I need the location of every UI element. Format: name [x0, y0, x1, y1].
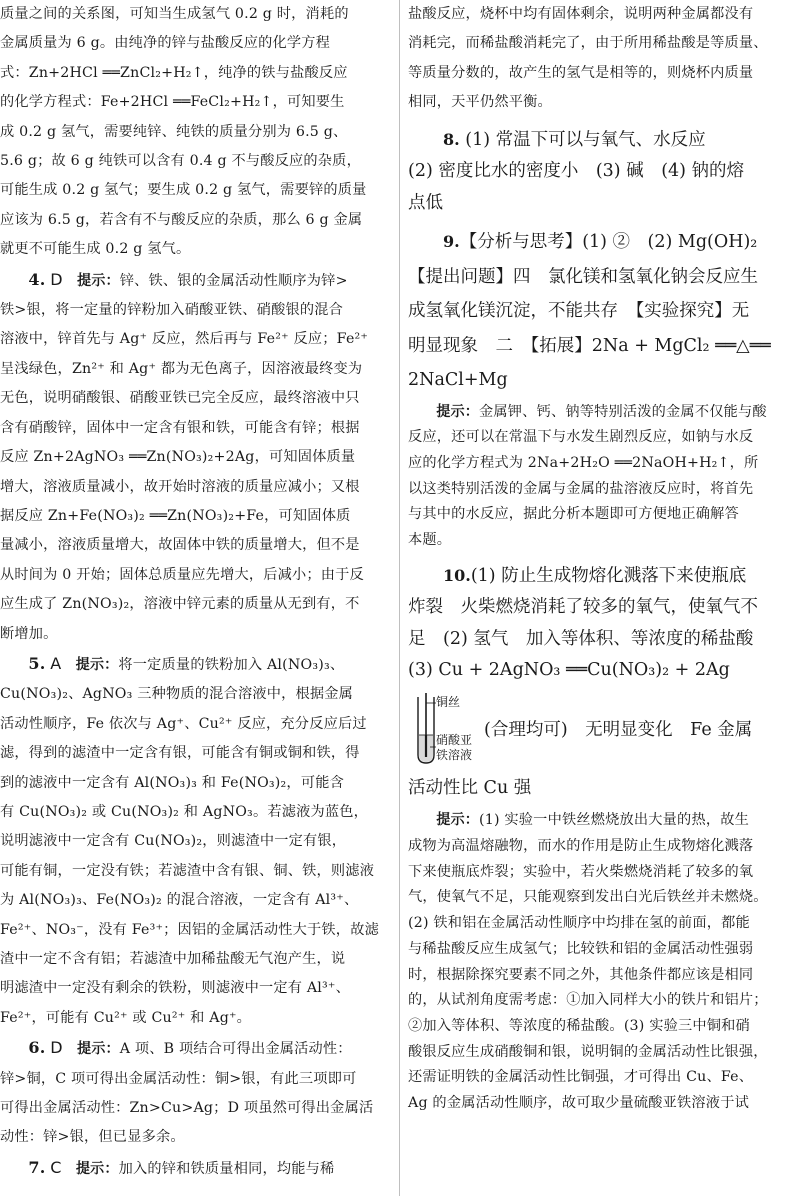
text-line: (2) 密度比水的密度小 (3) 碱 (4) 钠的熔: [408, 161, 745, 182]
text-line: 足 (2) 氢气 加入等体积、等浓度的稀盐酸: [408, 628, 754, 649]
hint-label: 提示：: [77, 272, 120, 289]
text-line: 盐酸反应，烧杯中均有固体剩余，说明两种金属都没有: [408, 6, 754, 22]
question-10: [408, 560, 788, 805]
text-line: 的化学方程式：Fe+2HCl ══FeCl₂+H₂↑，可知要生: [0, 94, 345, 111]
text-line: 反应 Zn+2AgNO₃ ══Zn(NO₃)₂+2Ag，可知固体质量: [0, 449, 356, 466]
question-10-hint: [408, 808, 788, 1116]
text-line: ②加入等体积、等浓度的稀盐酸。(3) 实验三中铜和硝: [408, 1017, 750, 1034]
text-line: 将一定质量的铁粉加入 Al(NO₃)₃、: [118, 656, 345, 673]
text-line: Ag 的金属活动性顺序，故可取少量硫酸亚铁溶液于试: [408, 1095, 749, 1112]
question-8-line: [408, 124, 788, 157]
text-line: 本题。: [408, 532, 452, 549]
text-line: 等质量分数的，故产生的氢气是相等的，则烧杯内质量: [408, 64, 754, 81]
question-number: 5.: [28, 653, 46, 673]
text-line: 就更不可能生成 0.2 g 氢气。: [0, 241, 191, 258]
text-line: 【分析与思考】(1) ② (2) Mg(OH)₂: [459, 232, 758, 253]
text-line: 呈浅绿色，Zn²⁺ 和 Ag⁺ 都为无色离子，因溶液最终变为: [0, 360, 363, 377]
answer-letter: A: [50, 653, 62, 673]
question-9-hint: [408, 400, 788, 554]
text-line: 铁>银，将一定量的锌粉加入硝酸亚铁、硝酸银的混合: [0, 302, 344, 319]
question-number: 4.: [28, 269, 46, 289]
text-line: 活动性比 Cu 强: [408, 777, 532, 798]
q3-explanation-continued: [0, 0, 393, 265]
text-line: 消耗完，而稀盐酸消耗完了，由于所用稀盐酸是等质量、: [408, 35, 768, 52]
text-line: 有 Cu(NO₃)₂ 或 Cu(NO₃)₂ 和 AgNO₃。若滤液为蓝色，: [0, 803, 369, 820]
question-number: 9.: [443, 232, 460, 252]
text-line: 活动性顺序，Fe 依次与 Ag⁺、Cu²⁺ 反应，充分反应后过: [0, 715, 367, 732]
text-line: A 项、B 项结合可得出金属活动性：: [119, 1041, 352, 1058]
text-line: 锌、铁、银的金属活动性顺序为锌>: [119, 272, 348, 289]
text-line: 气，使氧气不足，只能观察到发出白光后铁丝并未燃烧。: [408, 889, 768, 906]
text-line: 金属钾、钙、钠等特别活泼的金属不仅能与酸: [479, 403, 767, 420]
text-line: 质量之间的关系图，可知当生成氢气 0.2 g 时，消耗的: [0, 6, 349, 22]
test-tube-figure: [408, 691, 478, 765]
hint-label: 提示：: [436, 812, 479, 829]
question-9-line: [408, 225, 788, 260]
text-line: 增大，溶液质量减小，故开始时溶液的质量应减小；又根: [0, 478, 360, 495]
text-line: 量减小，溶液质量增大，故固体中铁的质量增大，但不是: [0, 537, 360, 554]
figure-label-solution-2: 铁溶液: [436, 747, 473, 762]
hint-line: [408, 400, 788, 426]
text-line: 2NaCl+Mg: [408, 370, 508, 391]
column-divider: [399, 0, 400, 1196]
answer-letter: C: [50, 1157, 62, 1177]
text-line: 动性：锌>银，但已显多余。: [0, 1129, 185, 1146]
text-line: 酸银反应生成硝酸铜和银，说明铜的金属活动性比银强，: [408, 1043, 768, 1060]
question-7: [0, 1153, 393, 1184]
text-line: 时，根据除探究要素不同之外，其他条件都应该是相同: [408, 966, 754, 983]
hint-label: 提示：: [436, 403, 479, 420]
text-line: (1) 实验一中铁丝燃烧放出大量的热，故生: [479, 812, 749, 829]
question-8: [408, 124, 788, 220]
text-line: 到的滤液中一定含有 Al(NO₃)₃ 和 Fe(NO₃)₂，可能含: [0, 774, 344, 791]
question-6: [0, 1033, 393, 1153]
text-line: 5.6 g；故 6 g 纯铁可以含有 0.4 g 不与酸反应的杂质，: [0, 153, 361, 170]
answer-letter: D: [50, 269, 63, 289]
text-line: 成物为高温熔融物，而水的作用是防止生成物熔化溅落: [408, 838, 754, 855]
text-line: 断增加。: [0, 625, 58, 642]
text-line: 锌>铜，C 项可得出金属活动性：铜>银，有此三项即可: [0, 1070, 357, 1087]
text-line: 相同，天平仍然平衡。: [408, 94, 552, 111]
text-line: 明显现象 二 【拓展】2Na + MgCl₂ ══△══: [408, 335, 771, 356]
question-9: [408, 225, 788, 398]
text-line: (1) 防止生成物熔化溅落下来使瓶底: [470, 565, 747, 586]
text-line: 【提出问题】四 氯化镁和氢氧化钠会反应生: [408, 266, 758, 287]
text-line: 的，从试剂角度需考虑：①加入同样大小的铁片和铝片；: [408, 992, 768, 1009]
question-5: [0, 649, 393, 1033]
text-line: 据反应 Zn+Fe(NO₃)₂ ══Zn(NO₃)₂+Fe，可知固体质: [0, 507, 351, 524]
text-line: 以这类特别活泼的金属与金属的盐溶液反应时，将首先: [408, 480, 754, 497]
text-line: (1) 常温下可以与氧气、水反应: [465, 129, 706, 150]
text-line: (2) 铁和铝在金属活动性顺序中均排在氢的前面，都能: [408, 915, 750, 932]
question-number: 8.: [443, 129, 460, 149]
hint-label: 提示：: [75, 656, 119, 673]
text-line: 渣中一定不含有铝；若滤渣中加稀盐酸无气泡产生，说: [0, 951, 346, 967]
text-line: 加入的锌和铁质量相同，均能与稀: [118, 1160, 335, 1177]
text-line: 下来使瓶底炸裂；实验中，若火柴燃烧消耗了较多的氧: [408, 863, 754, 880]
text-line: 含有硝酸锌，固体中一定含有银和铁，可能含有锌；根据: [0, 419, 360, 436]
text-line: (3) Cu + 2AgNO₃ ══Cu(NO₃)₂ + 2Ag: [408, 660, 730, 681]
question-7-heading: [0, 1153, 393, 1184]
text-line: 还需证明铁的金属活动性比铜强，才可得出 Cu、Fe、: [408, 1069, 754, 1086]
text-line: Fe²⁺、NO₃⁻，没有 Fe³⁺；因铝的金属活动性大于铁，故滤: [0, 921, 379, 938]
answer-letter: D: [50, 1038, 63, 1058]
text-line: 与稀盐酸反应生成氢气；比较铁和铝的金属活动性强弱: [408, 940, 754, 957]
left-column: [0, 0, 393, 1184]
hint-label: 提示：: [75, 1160, 119, 1177]
text-line: 可能有铜，一定没有铁；若滤渣中含有银、铜、铁，则滤液: [0, 862, 375, 879]
text-line: 成 0.2 g 氢气，需要纯锌、纯铁的质量分别为 6.5 g、: [0, 123, 348, 140]
question-4: [0, 265, 393, 649]
hint-line: [408, 808, 788, 834]
text-line: Fe²⁺，可能有 Cu²⁺ 或 Cu²⁺ 和 Ag⁺。: [0, 1009, 252, 1026]
figure-label-copper-wire: 铜丝: [436, 694, 461, 709]
text-line: 应生成了 Zn(NO₃)₂，溶液中锌元素的质量从无到有，不: [0, 596, 360, 613]
question-7-continued: [408, 0, 788, 118]
text-line: 从时间为 0 开始；固体总质量应先增大，后减小；由于反: [0, 566, 364, 583]
text-line: 明滤渣中一定没有剩余的铁粉，则滤液中一定有 Al³⁺、: [0, 980, 350, 997]
text-line: 与其中的水反应，据此分析本题即可方便地正确解答: [408, 506, 739, 523]
figure-row: [408, 691, 788, 765]
text-line: 反应，还可以在常温下与水发生剧烈反应，如钠与水反: [408, 429, 754, 446]
text-line: 滤，得到的滤渣中一定含有银，可能含有铜或铜和铁，得: [0, 745, 360, 762]
question-number: 10.: [443, 565, 471, 585]
text-line: 应该为 6.5 g，若含有不与酸反应的杂质，那么 6 g 金属: [0, 211, 363, 228]
text-line: 式：Zn+2HCl ══ZnCl₂+H₂↑，纯净的铁与盐酸反应: [0, 64, 348, 81]
text-line: 成氢氧化镁沉淀，不能共存 【实验探究】无: [408, 301, 750, 322]
text-line: 为 Al(NO₃)₃、Fe(NO₃)₂ 的混合溶液，一定含有 Al³⁺、: [0, 892, 359, 909]
question-10-line: [408, 560, 788, 593]
hint-label: 提示：: [77, 1041, 120, 1058]
text-line: 可得出金属活动性：Zn>Cu>Ag；D 项虽然可得出金属活: [0, 1100, 374, 1117]
right-column: [408, 0, 788, 1117]
text-line: 炸裂 火柴燃烧消耗了较多的氧气，使氧气不: [408, 597, 758, 618]
question-6-heading: [0, 1033, 393, 1064]
text-line: 无色，说明硝酸银、硝酸亚铁已完全反应，最终溶液中只: [0, 390, 360, 407]
figure-side-text: (合理均可) 无明显变化 Fe 金属: [484, 720, 753, 741]
text-line: Cu(NO₃)₂、AgNO₃ 三种物质的混合溶液中，根据金属: [0, 686, 354, 703]
text-line: 可能生成 0.2 g 氢气；要生成 0.2 g 氢气，需要锌的质量: [0, 182, 367, 199]
text-line: 应的化学方程式为 2Na+2H₂O ══2NaOH+H₂↑，所: [408, 455, 759, 472]
question-number: 6.: [28, 1038, 46, 1058]
text-line: 溶液中，锌首先与 Ag⁺ 反应，然后再与 Fe²⁺ 反应；Fe²⁺: [0, 331, 369, 348]
question-4-heading: [0, 265, 393, 296]
figure-label-solution: 硝酸亚: [436, 732, 473, 747]
text-line: 说明滤液中一定含有 Cu(NO₃)₂，则滤渣中一定有银，: [0, 833, 347, 850]
question-number: 7.: [28, 1157, 46, 1177]
question-5-heading: [0, 649, 393, 680]
text-line: 金属质量为 6 g。由纯净的锌与盐酸反应的化学方程: [0, 35, 331, 52]
text-line: 点低: [408, 192, 443, 213]
